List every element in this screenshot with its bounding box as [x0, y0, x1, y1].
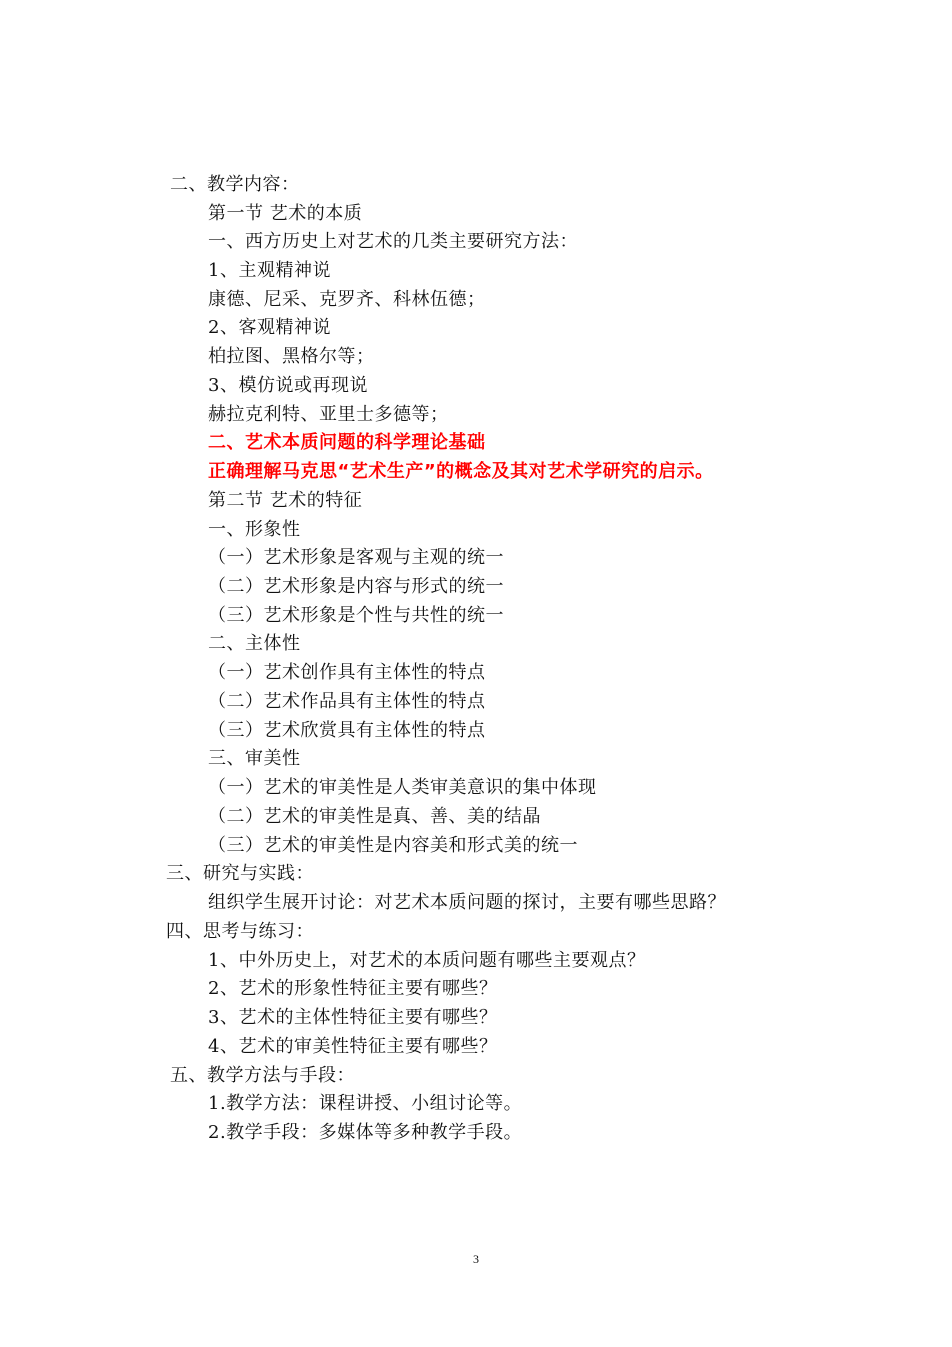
text-line: （一）艺术的审美性是人类审美意识的集中体现	[208, 777, 597, 798]
text-line: 1.教学方法：课程讲授、小组讨论等。	[208, 1093, 523, 1114]
section-heading-research-practice: 三、研究与实践：	[166, 863, 314, 884]
text-line: 3、艺术的主体性特征主要有哪些？	[208, 1007, 498, 1028]
text-line: 2、艺术的形象性特征主要有哪些？	[208, 978, 498, 999]
section-heading-teaching-content: 二、教学内容：	[170, 174, 300, 195]
text-line: （一）艺术创作具有主体性的特点	[208, 662, 486, 683]
text-line: 二、主体性	[208, 633, 301, 654]
text-line: 4、艺术的审美性特征主要有哪些？	[208, 1036, 498, 1057]
text-line: 康德、尼采、克罗齐、科林伍德；	[208, 289, 486, 310]
text-line: 1、主观精神说	[208, 260, 331, 281]
subsection-title-art-features: 第二节 艺术的特征	[208, 490, 363, 511]
text-line: 2.教学手段：多媒体等多种教学手段。	[208, 1122, 523, 1143]
text-line: 1、中外历史上，对艺术的本质问题有哪些主要观点？	[208, 950, 646, 971]
text-line: 组织学生展开讨论：对艺术本质问题的探讨，主要有哪些思路？	[208, 892, 726, 913]
text-line: 2、客观精神说	[208, 317, 331, 338]
highlighted-heading: 二、艺术本质问题的科学理论基础	[208, 432, 486, 453]
text-line: （三）艺术欣赏具有主体性的特点	[208, 720, 486, 741]
text-line: （一）艺术形象是客观与主观的统一	[208, 547, 504, 568]
text-line: （三）艺术的审美性是内容美和形式美的统一	[208, 835, 578, 856]
text-line: 赫拉克利特、亚里士多德等；	[208, 404, 449, 425]
text-line: 三、审美性	[208, 748, 301, 769]
text-line: 一、形象性	[208, 519, 301, 540]
subsection-title-art-essence: 第一节 艺术的本质	[208, 203, 363, 224]
text-line: （二）艺术形象是内容与形式的统一	[208, 576, 504, 597]
text-line: （二）艺术的审美性是真、善、美的结晶	[208, 806, 541, 827]
section-heading-methods: 五、教学方法与手段：	[170, 1065, 355, 1086]
page-number: 3	[473, 1252, 479, 1266]
text-line: （三）艺术形象是个性与共性的统一	[208, 605, 504, 626]
text-line: 一、西方历史上对艺术的几类主要研究方法：	[208, 231, 578, 252]
section-heading-exercises: 四、思考与练习：	[166, 921, 314, 942]
highlighted-text: 正确理解马克思“艺术生产”的概念及其对艺术学研究的启示。	[208, 461, 714, 482]
text-line: 3、模仿说或再现说	[208, 375, 368, 396]
text-line: 柏拉图、黑格尔等；	[208, 346, 375, 367]
text-line: （二）艺术作品具有主体性的特点	[208, 691, 486, 712]
